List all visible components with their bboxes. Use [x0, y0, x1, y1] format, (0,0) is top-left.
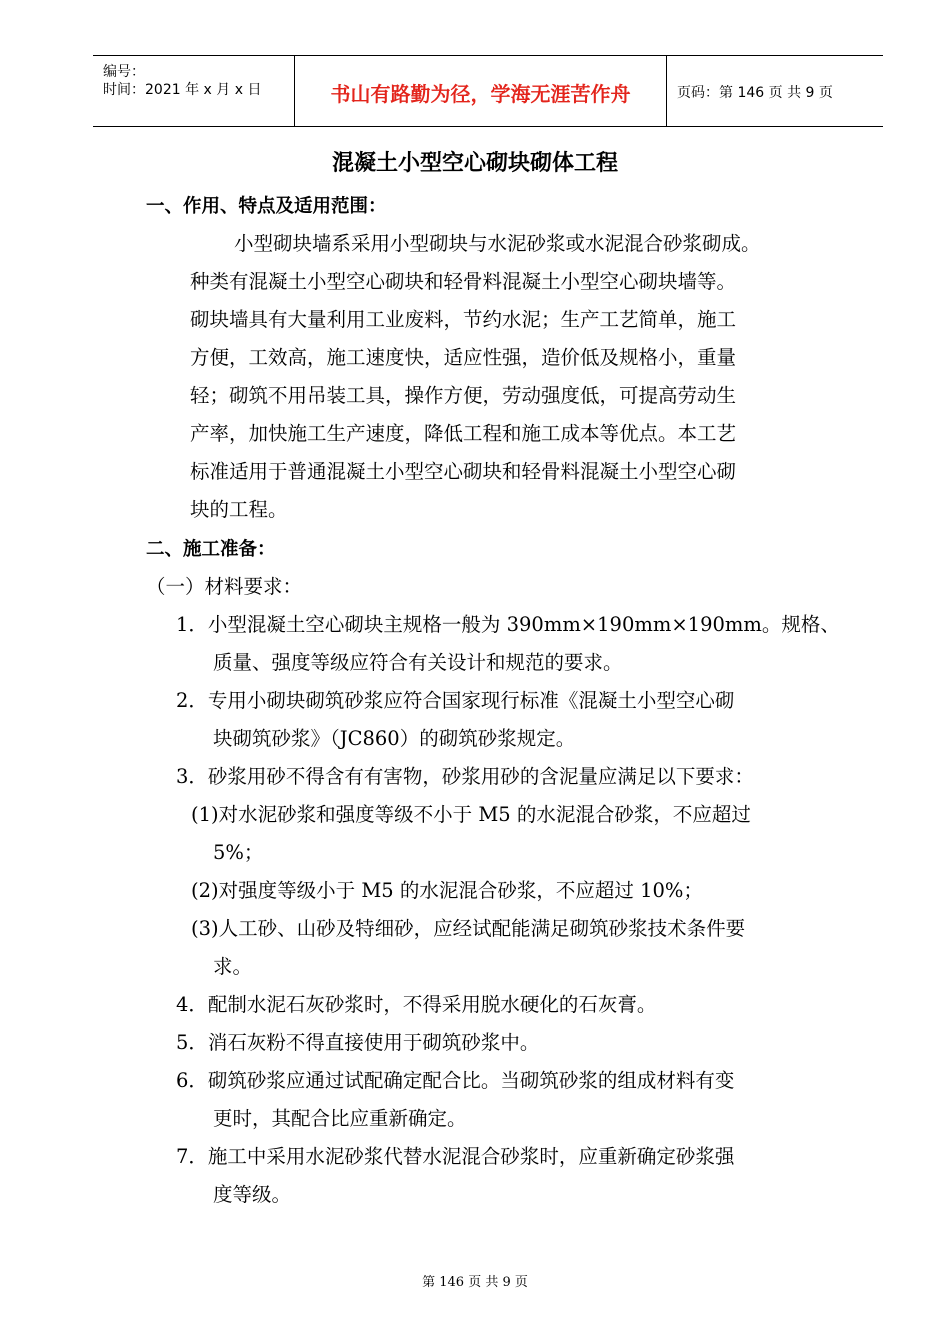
- list-item: 5．消石灰粉不得直接使用于砌筑砂浆中。: [176, 1031, 540, 1054]
- paragraph-line: 方便，工效高，施工速度快，适应性强，造价低及规格小，重量: [190, 346, 737, 369]
- sub-list-item: (1)对水泥砂浆和强度等级不小于 M5 的水泥混合砂浆，不应超过: [191, 803, 751, 826]
- paragraph-line: 块的工程。: [190, 498, 288, 521]
- sub-list-item-continuation: 求。: [213, 955, 253, 978]
- page-header: [93, 55, 883, 127]
- page-footer: 第 146 页 共 9 页: [422, 1275, 528, 1290]
- section-heading-preparation: 二、施工准备：: [146, 539, 276, 560]
- subsection-heading-materials: （一）材料要求：: [146, 575, 303, 598]
- document-number-label: 编号：: [103, 64, 145, 80]
- paragraph-line: 轻；砌筑不用吊装工具，操作方便，劳动强度低，可提高劳动生: [190, 384, 737, 407]
- list-item: 1．小型混凝土空心砌块主规格一般为 390mm×190mm×190mm。规格、: [176, 613, 840, 636]
- list-item-continuation: 度等级。: [213, 1183, 292, 1206]
- paragraph-line: 产率，加快施工生产速度，降低工程和施工成本等优点。本工艺: [190, 422, 737, 445]
- sub-list-item: (2)对强度等级小于 M5 的水泥混合砂浆，不应超过 10%；: [191, 879, 703, 902]
- list-item: 6．砌筑砂浆应通过试配确定配合比。当砌筑砂浆的组成材料有变: [176, 1069, 735, 1092]
- list-item: 7．施工中采用水泥砂浆代替水泥混合砂浆时，应重新确定砂浆强: [176, 1145, 735, 1168]
- document-time-label: 时间：2021 年 x 月 x 日: [103, 82, 262, 98]
- sub-list-item-continuation: 5%；: [213, 841, 264, 864]
- list-item-continuation: 块砌筑砂浆》（JC860）的砌筑砂浆规定。: [213, 727, 576, 750]
- paragraph-line: 标准适用于普通混凝土小型空心砌块和轻骨料混凝土小型空心砌: [190, 460, 737, 483]
- header-motto: 书山有路勤为径，学海无涯苦作舟: [330, 82, 631, 106]
- list-item: 2．专用小砌块砌筑砂浆应符合国家现行标准《混凝土小型空心砌: [176, 689, 735, 712]
- header-meta-cell: [93, 56, 295, 126]
- list-item-continuation: 质量、强度等级应符合有关设计和规范的要求。: [213, 651, 623, 674]
- document-title: 混凝土小型空心砌块砌体工程: [331, 151, 618, 176]
- sub-list-item: (3)人工砂、山砂及特细砂，应经试配能满足砌筑砂浆技术条件要: [191, 917, 746, 940]
- header-motto-cell: [295, 56, 667, 126]
- list-item: 3．砂浆用砂不得含有有害物，砂浆用砂的含泥量应满足以下要求：: [176, 765, 754, 788]
- paragraph-line: 小型砌块墙系采用小型砌块与水泥砂浆或水泥混合砂浆砌成。: [234, 232, 761, 255]
- list-item-continuation: 更时，其配合比应重新确定。: [213, 1107, 467, 1130]
- paragraph-line: 砌块墙具有大量利用工业废料，节约水泥；生产工艺简单，施工: [190, 308, 737, 331]
- paragraph-line: 种类有混凝土小型空心砌块和轻骨料混凝土小型空心砌块墙等。: [190, 270, 737, 293]
- section-heading-scope: 一、作用、特点及适用范围：: [146, 196, 387, 217]
- header-page-info: 页码：第 146 页 共 9 页: [677, 85, 833, 101]
- header-page-cell: [667, 56, 883, 126]
- list-item: 4．配制水泥石灰砂浆时，不得采用脱水硬化的石灰膏。: [176, 993, 657, 1016]
